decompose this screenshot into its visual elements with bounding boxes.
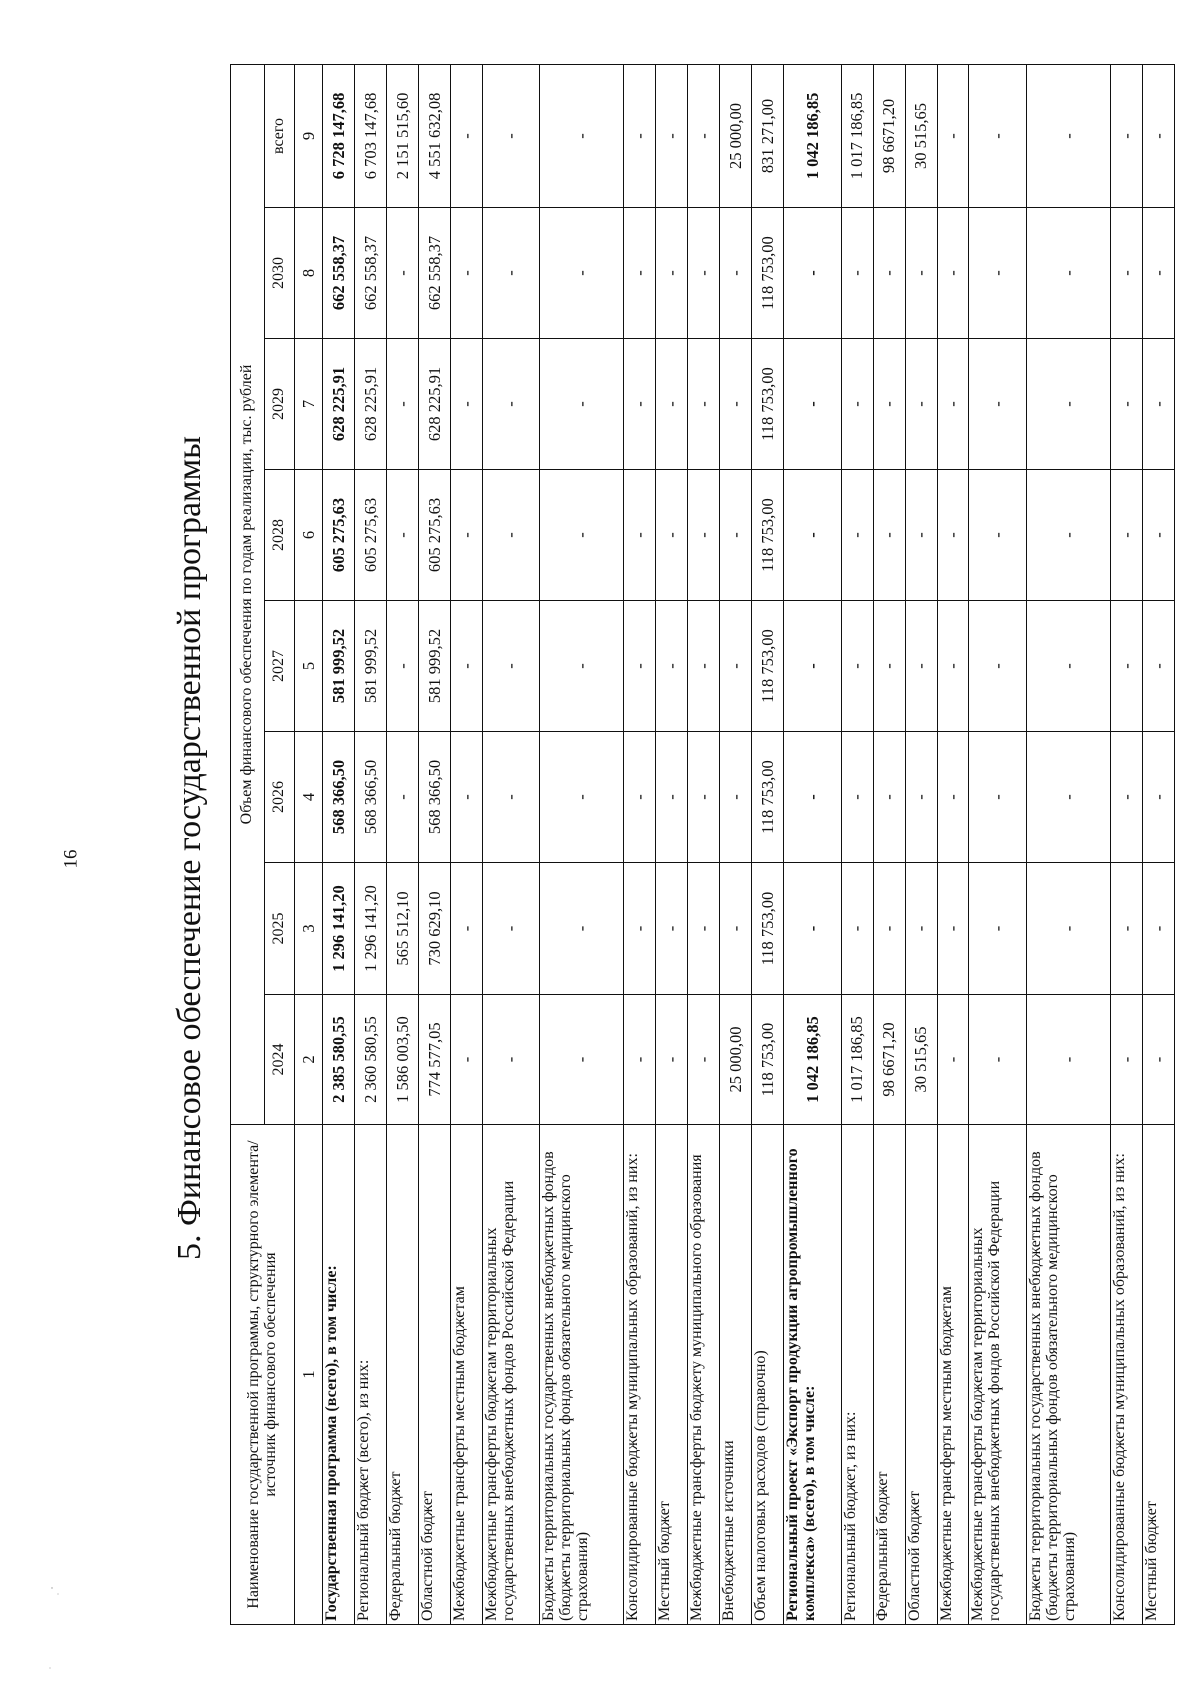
value-cell: - [873,339,905,470]
value-cell: - [1142,995,1174,1125]
value-cell: - [450,64,482,207]
table-row [784,64,842,1624]
table-row [540,64,624,1624]
page-title: 5. Финансовое обеспечение государственной программы [171,436,208,1260]
value-cell: 2 385 580,55 [323,995,355,1125]
value-cell: - [1027,995,1111,1125]
value-cell: - [841,339,873,470]
value-cell: - [482,863,540,995]
table-row [656,64,688,1624]
value-cell: - [969,64,1027,207]
row-label-cell: Объем налоговых расходов (справочно) [752,1125,784,1625]
row-label-cell: Местный бюджет [1142,1125,1174,1625]
value-cell: - [386,732,418,863]
value-cell: - [784,470,842,601]
table-row [354,64,386,1624]
value-cell: - [969,995,1027,1125]
row-label-cell: Областной бюджет [418,1125,450,1625]
value-cell: - [482,339,540,470]
value-cell: - [841,863,873,995]
value-cell: - [841,208,873,339]
value-cell: 25 000,00 [720,995,752,1125]
value-cell: - [540,601,624,732]
value-cell: - [688,863,720,995]
table-row [905,64,937,1624]
value-cell: 568 366,50 [323,732,355,863]
table-row [1027,64,1111,1624]
value-cell: - [1142,208,1174,339]
value-cell: - [841,732,873,863]
column-number-cell: 5 [295,601,323,732]
value-cell: - [540,339,624,470]
row-label-cell: Межбюджетные трансферты бюджету муниципального образования [688,1125,720,1625]
value-cell: - [540,863,624,995]
value-cell: - [688,64,720,207]
value-cell: - [1027,732,1111,863]
value-cell: - [873,732,905,863]
row-label-cell: Межбюджетные трансферты местным бюджетам [937,1125,969,1625]
value-cell: 4 551 632,08 [418,64,450,207]
value-cell: 6 703 147,68 [354,64,386,207]
value-cell: 605 275,63 [418,470,450,601]
value-cell: - [656,470,688,601]
value-cell: - [937,995,969,1125]
value-cell: - [1027,64,1111,207]
value-cell: - [1111,732,1143,863]
financing-table [230,64,1175,1625]
value-cell: - [688,339,720,470]
value-cell: - [450,995,482,1125]
value-cell: 118 753,00 [752,601,784,732]
value-cell: - [624,470,656,601]
value-cell: - [784,601,842,732]
value-cell: - [540,208,624,339]
value-cell: 1 296 141,20 [323,863,355,995]
year-header-cell: 2029 [265,339,295,470]
header-name-cell: Наименование государственной программы, структурного элемента/ источник финансового обеспечения [231,1125,295,1625]
year-header-cell: 2028 [265,470,295,601]
value-cell: 6 728 147,68 [323,64,355,207]
value-cell: 605 275,63 [354,470,386,601]
row-label-cell: Межбюджетные трансферты местным бюджетам [450,1125,482,1625]
value-cell: - [937,208,969,339]
value-cell: - [624,601,656,732]
value-cell: - [905,339,937,470]
value-cell: - [624,863,656,995]
row-label-cell: Межбюджетные трансферты бюджетам территориальных государственных внебюджетных фондов Российской Федерации [482,1125,540,1625]
value-cell: 1 017 186,85 [841,995,873,1125]
value-cell: - [482,470,540,601]
row-label-cell: Региональный проект «Экспорт продукции агропромышленного комплекса» (всего), в том числе: [784,1125,842,1625]
value-cell: - [1111,470,1143,601]
year-header-cell: 2027 [265,601,295,732]
value-cell: - [540,732,624,863]
table-row [323,64,355,1624]
value-cell: 605 275,63 [323,470,355,601]
value-cell: - [873,470,905,601]
value-cell: - [482,601,540,732]
value-cell: 1 017 186,85 [841,64,873,207]
header-volume-cell: Объем финансового обеспечения по годам реализации, тыс. рублей [231,64,265,1124]
value-cell: 628 225,91 [323,339,355,470]
value-cell: 25 000,00 [720,64,752,207]
row-label-cell: Консолидированные бюджеты муниципальных образований, из них: [1111,1125,1143,1625]
value-cell: - [624,64,656,207]
value-cell: - [450,732,482,863]
value-cell: - [688,208,720,339]
value-cell: - [1111,995,1143,1125]
value-cell: - [720,732,752,863]
value-cell: - [386,470,418,601]
row-label-cell: Консолидированные бюджеты муниципальных образований, из них: [624,1125,656,1625]
value-cell: - [450,601,482,732]
value-cell: 98 6671,20 [873,64,905,207]
table-row [969,64,1027,1624]
value-cell: - [937,64,969,207]
column-number-cell: 4 [295,732,323,863]
value-cell: - [482,64,540,207]
table-row [482,64,540,1624]
column-number-cell: 2 [295,995,323,1125]
row-label-cell: Внебюджетные источники [720,1125,752,1625]
value-cell: - [937,339,969,470]
row-label-cell: Бюджеты территориальных государственных внебюджетных фондов (бюджеты территориальных фондов обязательного медицинского страхования) [1027,1125,1111,1625]
value-cell: 2 360 580,55 [354,995,386,1125]
column-number-cell: 1 [295,1125,323,1625]
row-label-cell: Федеральный бюджет [873,1125,905,1625]
value-cell: - [873,601,905,732]
value-cell: 30 515,65 [905,995,937,1125]
value-cell: - [1111,601,1143,732]
value-cell: - [1111,64,1143,207]
value-cell: 662 558,37 [418,208,450,339]
table-row [386,64,418,1624]
value-cell: - [1142,601,1174,732]
value-cell: - [386,339,418,470]
value-cell: 662 558,37 [354,208,386,339]
value-cell: - [1142,64,1174,207]
value-cell: - [969,339,1027,470]
value-cell: - [969,601,1027,732]
value-cell: - [873,863,905,995]
table-row [450,64,482,1624]
year-header-cell: 2025 [265,863,295,995]
value-cell: - [784,339,842,470]
value-cell: - [905,601,937,732]
value-cell: 774 577,05 [418,995,450,1125]
table-row [624,64,656,1624]
value-cell: 118 753,00 [752,470,784,601]
value-cell: 118 753,00 [752,339,784,470]
column-number-cell: 8 [295,208,323,339]
value-cell: - [482,995,540,1125]
value-cell: 628 225,91 [418,339,450,470]
value-cell: - [540,64,624,207]
value-cell: 98 6671,20 [873,995,905,1125]
row-label-cell: Бюджеты территориальных государственных внебюджетных фондов (бюджеты территориальных фондов обязательного медицинского страхования) [540,1125,624,1625]
column-number-cell: 7 [295,339,323,470]
value-cell: - [841,601,873,732]
value-cell: - [656,995,688,1125]
table-row [1142,64,1174,1624]
value-cell: - [656,732,688,863]
value-cell: - [937,732,969,863]
value-cell: - [656,601,688,732]
value-cell: - [905,732,937,863]
value-cell: - [784,863,842,995]
value-cell: - [937,470,969,601]
table-row [418,64,450,1624]
value-cell: - [1027,470,1111,601]
value-cell: - [624,208,656,339]
table-row [1111,64,1143,1624]
value-cell: - [1142,863,1174,995]
value-cell: - [1027,208,1111,339]
row-label-cell: Федеральный бюджет [386,1125,418,1625]
value-cell: - [482,208,540,339]
value-cell: 118 753,00 [752,863,784,995]
year-header-cell: 2030 [265,208,295,339]
value-cell: - [1027,601,1111,732]
row-label-cell: Местный бюджет [656,1125,688,1625]
table-row [937,64,969,1624]
value-cell: - [624,995,656,1125]
value-cell: 1 296 141,20 [354,863,386,995]
value-cell: - [720,470,752,601]
value-cell: - [656,863,688,995]
value-cell: - [688,995,720,1125]
value-cell: 831 271,00 [752,64,784,207]
value-cell: 1 042 186,85 [784,995,842,1125]
table-row [752,64,784,1624]
value-cell: 730 629,10 [418,863,450,995]
value-cell: - [1027,339,1111,470]
value-cell: - [1027,863,1111,995]
value-cell: - [450,208,482,339]
value-cell: - [450,863,482,995]
value-cell: - [969,863,1027,995]
value-cell: - [937,601,969,732]
value-cell: - [1111,863,1143,995]
column-number-cell: 3 [295,863,323,995]
value-cell: - [386,601,418,732]
value-cell: - [540,995,624,1125]
value-cell: - [656,208,688,339]
value-cell: - [656,64,688,207]
year-header-cell: всего [265,64,295,207]
value-cell: - [450,339,482,470]
value-cell: - [969,208,1027,339]
value-cell: - [784,732,842,863]
column-number-cell: 6 [295,470,323,601]
table-row [688,64,720,1624]
value-cell: 118 753,00 [752,732,784,863]
value-cell: - [937,863,969,995]
value-cell: - [841,470,873,601]
value-cell: - [386,208,418,339]
value-cell: - [969,470,1027,601]
value-cell: 581 999,52 [354,601,386,732]
value-cell: - [905,470,937,601]
value-cell: 1 586 003,50 [386,995,418,1125]
column-number-cell: 9 [295,64,323,207]
value-cell: - [540,470,624,601]
value-cell: - [482,732,540,863]
value-cell: 568 366,50 [418,732,450,863]
year-header-cell: 2024 [265,995,295,1125]
value-cell: - [720,208,752,339]
table-row [841,64,873,1624]
value-cell: - [905,208,937,339]
value-cell: - [1111,339,1143,470]
page-number: 16 [60,849,82,869]
value-cell: - [969,732,1027,863]
value-cell: - [688,732,720,863]
value-cell: - [1142,470,1174,601]
value-cell: 2 151 515,60 [386,64,418,207]
financing-table-container [230,65,1175,1625]
value-cell: 30 515,65 [905,64,937,207]
value-cell: - [1111,208,1143,339]
value-cell: - [624,339,656,470]
value-cell: - [784,208,842,339]
value-cell: - [873,208,905,339]
row-label-cell: Государственная программа (всего), в том числе: [323,1125,355,1625]
table-row [873,64,905,1624]
value-cell: 662 558,37 [323,208,355,339]
value-cell: 568 366,50 [354,732,386,863]
value-cell: 118 753,00 [752,995,784,1125]
table-row [720,64,752,1624]
value-cell: - [450,470,482,601]
value-cell: - [720,863,752,995]
value-cell: - [656,339,688,470]
value-cell: 118 753,00 [752,208,784,339]
scan-specks [40,1580,70,1680]
value-cell: - [688,470,720,601]
row-label-cell: Областной бюджет [905,1125,937,1625]
row-label-cell: Региональный бюджет, из них: [841,1125,873,1625]
row-label-cell: Межбюджетные трансферты бюджетам территориальных государственных внебюджетных фондов Российской Федерации [969,1125,1027,1625]
value-cell: - [720,601,752,732]
value-cell: - [905,863,937,995]
value-cell: 628 225,91 [354,339,386,470]
value-cell: 581 999,52 [323,601,355,732]
value-cell: 565 512,10 [386,863,418,995]
year-header-cell: 2026 [265,732,295,863]
value-cell: - [624,732,656,863]
value-cell: - [1142,339,1174,470]
value-cell: 581 999,52 [418,601,450,732]
value-cell: 1 042 186,85 [784,64,842,207]
value-cell: - [688,601,720,732]
value-cell: - [1142,732,1174,863]
value-cell: - [720,339,752,470]
row-label-cell: Региональный бюджет (всего), из них: [354,1125,386,1625]
